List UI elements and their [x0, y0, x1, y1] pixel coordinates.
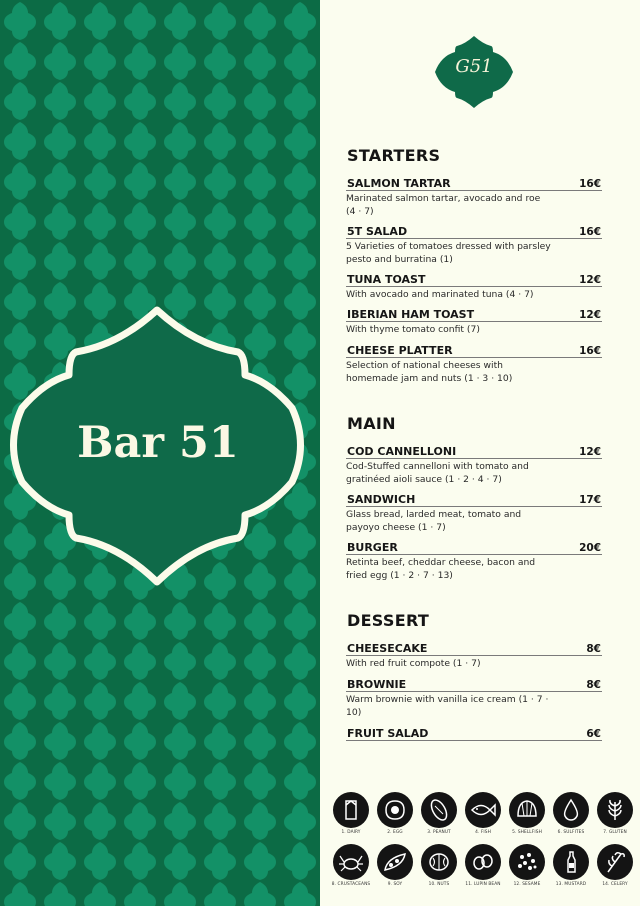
item-divider	[346, 655, 602, 656]
milk-carton-icon	[333, 792, 369, 828]
item-divider	[346, 321, 602, 322]
allergen-label: 7. GLUTEN	[603, 830, 627, 835]
menu-item-name: BROWNIE	[347, 678, 407, 691]
allergen-label: 13. MUSTARD	[555, 882, 587, 887]
menu-item-name: SALMON TARTAR	[347, 177, 451, 190]
menu-item-description: Selection of national cheeses with homemade jam and nuts (1 · 3 · 10)	[346, 360, 513, 384]
menu-item-description: With avocado and marinated tuna (4 · 7)	[346, 289, 534, 300]
menu-item-name: CHEESE PLATTER	[347, 344, 453, 357]
allergen-label: 5. SHELLFISH	[512, 830, 542, 835]
drop-icon	[553, 792, 589, 828]
peanut-icon	[421, 792, 457, 828]
soy-pod-icon	[377, 844, 413, 880]
allergen-label: 11. LUPIN BEAN	[465, 882, 501, 887]
crab-icon	[333, 844, 369, 880]
menu-item-price: 12€	[579, 446, 601, 458]
fish-icon	[465, 792, 501, 828]
sesame-icon	[509, 844, 545, 880]
allergen-label: 8. CRUSTACEANS	[331, 882, 371, 887]
menu-item-price: 16€	[579, 226, 601, 238]
menu-item-description: 5 Varieties of tomatoes dressed with parsley pesto and burratina (1)	[346, 241, 551, 265]
restaurant-title: Bar 51	[77, 418, 239, 468]
menu-item-price: 16€	[579, 178, 601, 190]
allergen-label: 6. SULFITES	[557, 830, 585, 835]
wheat-icon	[597, 792, 633, 828]
menu-item-price: 12€	[579, 274, 601, 286]
allergen-label: 14. CELERY	[602, 882, 628, 887]
section-title: MAIN	[347, 414, 396, 433]
item-divider	[346, 458, 602, 459]
menu-item-name: TUNA TOAST	[347, 273, 426, 286]
menu-item-name: SANDWICH	[347, 493, 416, 506]
celery-icon	[597, 844, 633, 880]
menu-item-price: 8€	[586, 643, 601, 655]
menu-item-description: Marinated salmon tartar, avocado and roe (4 · 7)	[346, 193, 541, 217]
allergen-label: 12. SESAME	[513, 882, 541, 887]
menu-item-name: CHEESECAKE	[347, 642, 428, 655]
menu-item-name: IBERIAN HAM TOAST	[347, 308, 475, 321]
menu-item-name: FRUIT SALAD	[347, 727, 429, 740]
menu-item-description: Warm brownie with vanilla ice cream (1 · 7 · 10)	[346, 694, 549, 718]
section-title: STARTERS	[347, 146, 441, 165]
item-divider	[346, 554, 602, 555]
mustard-bottle-icon	[553, 844, 589, 880]
section-title: DESSERT	[347, 611, 430, 630]
allergen-label: 10. NUTS	[428, 882, 450, 887]
menu-item-description: Cod-Stuffed cannelloni with tomato and gratinéed aioli sauce (1 · 2 · 4 · 7)	[346, 461, 529, 485]
item-divider	[346, 286, 602, 287]
menu-item-price: 12€	[579, 309, 601, 321]
allergen-label: 9. SOY	[387, 882, 403, 887]
menu-item-price: 17€	[579, 494, 601, 506]
fried-egg-icon	[377, 792, 413, 828]
allergen-label: 2. EGG	[387, 830, 403, 835]
menu-item-name: 5T SALAD	[347, 225, 408, 238]
menu-item-price: 20€	[579, 542, 601, 554]
menu-item-description: Retinta beef, cheddar cheese, bacon and fried egg (1 · 2 · 7 · 13)	[346, 557, 536, 581]
allergen-label: 3. PEANUT	[427, 830, 451, 835]
menu-item-description: With thyme tomato confit (7)	[346, 324, 480, 335]
item-divider	[346, 238, 602, 239]
menu-item-price: 6€	[586, 728, 601, 740]
allergen-label: 4. FISH	[475, 830, 491, 835]
menu-item-description: With red fruit compote (1 · 7)	[346, 658, 481, 669]
logo-text: G51	[455, 56, 493, 77]
item-divider	[346, 357, 602, 358]
shell-icon	[509, 792, 545, 828]
menu-item-price: 16€	[579, 345, 601, 357]
menu-item-price: 8€	[586, 679, 601, 691]
item-divider	[346, 190, 602, 191]
allergen-label: 1. DAIRY	[341, 830, 361, 835]
item-divider	[346, 740, 602, 741]
lupin-icon	[465, 844, 501, 880]
menu-item-name: BURGER	[347, 541, 398, 554]
item-divider	[346, 691, 602, 692]
menu-item-description: Glass bread, larded meat, tomato and payoyo cheese (1 · 7)	[346, 509, 522, 533]
menu-item-name: COD CANNELLONI	[347, 445, 457, 458]
item-divider	[346, 506, 602, 507]
walnut-icon	[421, 844, 457, 880]
